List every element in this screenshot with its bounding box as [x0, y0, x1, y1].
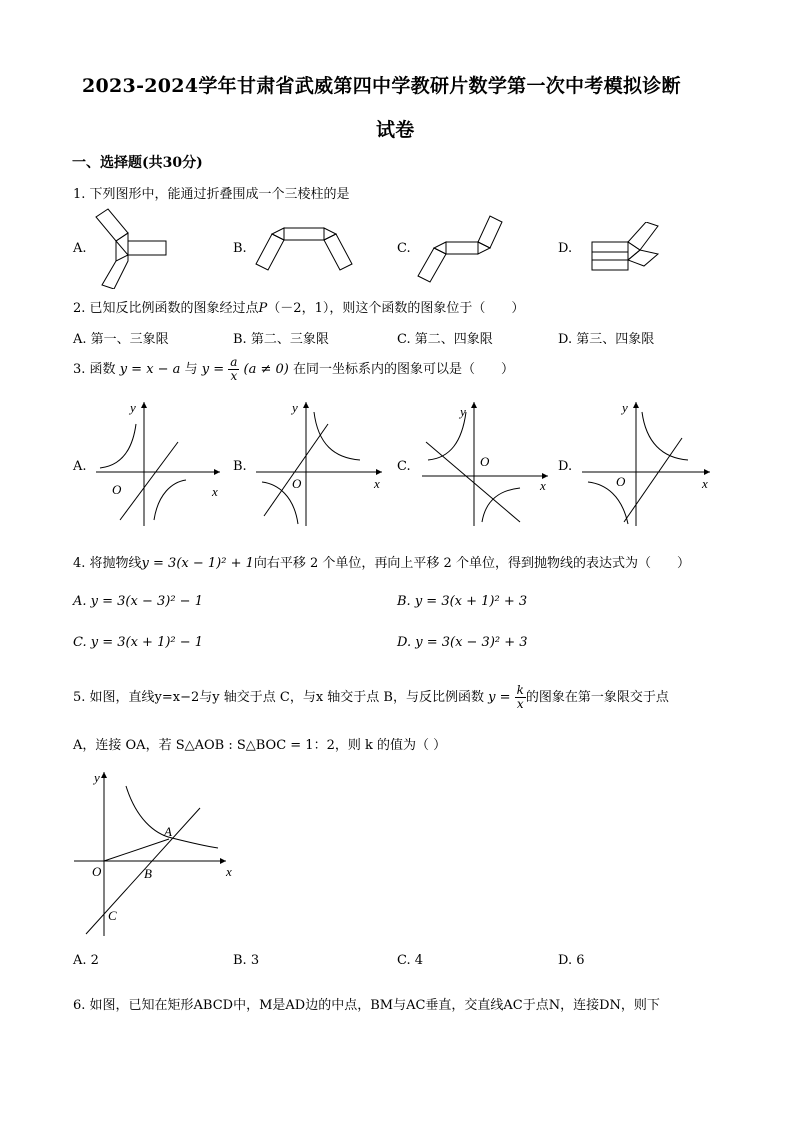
- q5-line1-post: 的图象在第一象限交于点: [525, 690, 669, 705]
- q5-option-d[interactable]: D. 6: [558, 953, 585, 968]
- q3-option-c-label[interactable]: C.: [397, 459, 411, 474]
- q3-condition: (a ≠ 0): [243, 362, 289, 377]
- q2-point-label: P: [258, 301, 268, 316]
- q3-c-origin-label: O: [480, 454, 490, 469]
- q3-a-x-label: x: [212, 484, 218, 499]
- q3-option-a-label[interactable]: A.: [73, 459, 87, 474]
- q3-b-origin-label: O: [292, 476, 302, 491]
- q5-x-label: x: [226, 864, 232, 879]
- q1-net-a-figure: [94, 205, 174, 289]
- q5-option-a[interactable]: A. 2: [73, 953, 99, 968]
- page-title-line2: 试卷: [376, 119, 415, 141]
- question-3-text: [73, 356, 514, 383]
- q3-graph-b: [254, 398, 390, 528]
- q3-mid: 与: [184, 362, 198, 377]
- q3-fraction: [228, 356, 239, 383]
- q2-option-b[interactable]: B. 第二、三象限: [233, 332, 329, 347]
- q3-c-x-label: x: [540, 478, 546, 493]
- q5-fraction-den: x: [516, 697, 524, 711]
- q5-point-c-label: C: [108, 908, 117, 923]
- q3-graph-a: [92, 398, 228, 528]
- q4-parabola: y = 3(x − 1)² + 1: [141, 556, 254, 571]
- q1-option-d-label[interactable]: D.: [558, 241, 573, 256]
- section-heading: 一、选择题(共30分): [72, 155, 203, 171]
- q3-linear-function: y = x − a: [119, 362, 181, 377]
- q3-b-x-label: x: [374, 476, 380, 491]
- q1-net-b-figure: [252, 220, 372, 272]
- q1-option-b-label[interactable]: B.: [233, 241, 247, 256]
- q3-d-y-label: y: [622, 400, 628, 415]
- q3-function-lhs: y =: [201, 362, 225, 377]
- q5-function-lhs: y =: [488, 690, 511, 705]
- q5-option-c[interactable]: C. 4: [397, 953, 424, 968]
- q3-graph-c: [420, 398, 556, 528]
- q5-fraction-num: k: [516, 683, 524, 697]
- question-2-text: [73, 297, 524, 316]
- q3-post: 在同一坐标系内的图象可以是（ ）: [293, 362, 515, 377]
- q3-graph-d: [580, 398, 716, 528]
- q5-figure: [70, 768, 240, 940]
- q1-net-c-figure: [416, 210, 506, 284]
- q5-point-b-label: B: [144, 866, 152, 881]
- q2-option-a[interactable]: A. 第一、三象限: [73, 332, 169, 347]
- q3-fraction-num: a: [230, 355, 238, 369]
- q3-d-origin-label: O: [616, 474, 626, 489]
- q3-d-x-label: x: [702, 476, 708, 491]
- q3-c-y-label: y: [460, 404, 466, 419]
- q2-pre: 2. 已知反比例函数的图象经过点: [73, 301, 259, 316]
- q1-option-a-label[interactable]: A.: [73, 241, 87, 256]
- q4-option-d[interactable]: D. y = 3(x − 3)² + 3: [397, 635, 528, 650]
- q3-option-b-label[interactable]: B.: [233, 459, 247, 474]
- q3-a-origin-label: O: [112, 482, 122, 497]
- q5-option-b[interactable]: B. 3: [233, 953, 260, 968]
- q2-option-c[interactable]: C. 第二、四象限: [397, 332, 493, 347]
- q4-option-a[interactable]: A. y = 3(x − 3)² − 1: [73, 594, 203, 609]
- q2-point: （－2，1），则这个函数的图象位于（ ）: [267, 301, 525, 316]
- q5-origin-label: O: [92, 864, 102, 879]
- question-6-text: 6. 如图，已知在矩形ABCD中，M是AD边的中点，BM与AC垂直，交直线AC于点N，连接DN，则下: [73, 998, 660, 1013]
- q3-pre: 3. 函数: [73, 362, 116, 377]
- q5-line1: 5. 如图，直线y=x−2与y 轴交于点 C，与x 轴交于点 B，与反比例函数: [73, 690, 484, 705]
- q5-point-a-label: A: [164, 824, 172, 839]
- q5-fraction: [515, 684, 526, 711]
- q1-option-c-label[interactable]: C.: [397, 241, 411, 256]
- q4-pre: 4. 将抛物线: [73, 556, 142, 571]
- q3-b-y-label: y: [292, 400, 298, 415]
- q5-y-label: y: [94, 770, 100, 785]
- page-title: 2023-2024学年甘肃省武威第四中学教研片数学第一次中考模拟诊断: [82, 75, 681, 97]
- q3-a-y-label: y: [130, 400, 136, 415]
- question-5-line-1: [73, 684, 669, 711]
- q3-fraction-den: x: [230, 369, 238, 383]
- q1-net-d-figure: [578, 222, 668, 274]
- q4-option-c[interactable]: C. y = 3(x + 1)² − 1: [73, 635, 204, 650]
- question-5-line-2: A，连接 OA，若 S△AOB : S△BOC = 1：2，则 k 的值为（ ）: [73, 738, 447, 753]
- q2-option-d[interactable]: D. 第三、四象限: [558, 332, 655, 347]
- q4-option-b[interactable]: B. y = 3(x + 1)² + 3: [397, 594, 528, 609]
- q4-post: 向右平移 2 个单位，再向上平移 2 个单位，得到抛物线的表达式为（ ）: [253, 556, 690, 571]
- question-1-text: 1. 下列图形中，能通过折叠围成一个三棱柱的是: [73, 187, 350, 202]
- question-4-text: [73, 552, 690, 571]
- q3-option-d-label[interactable]: D.: [558, 459, 573, 474]
